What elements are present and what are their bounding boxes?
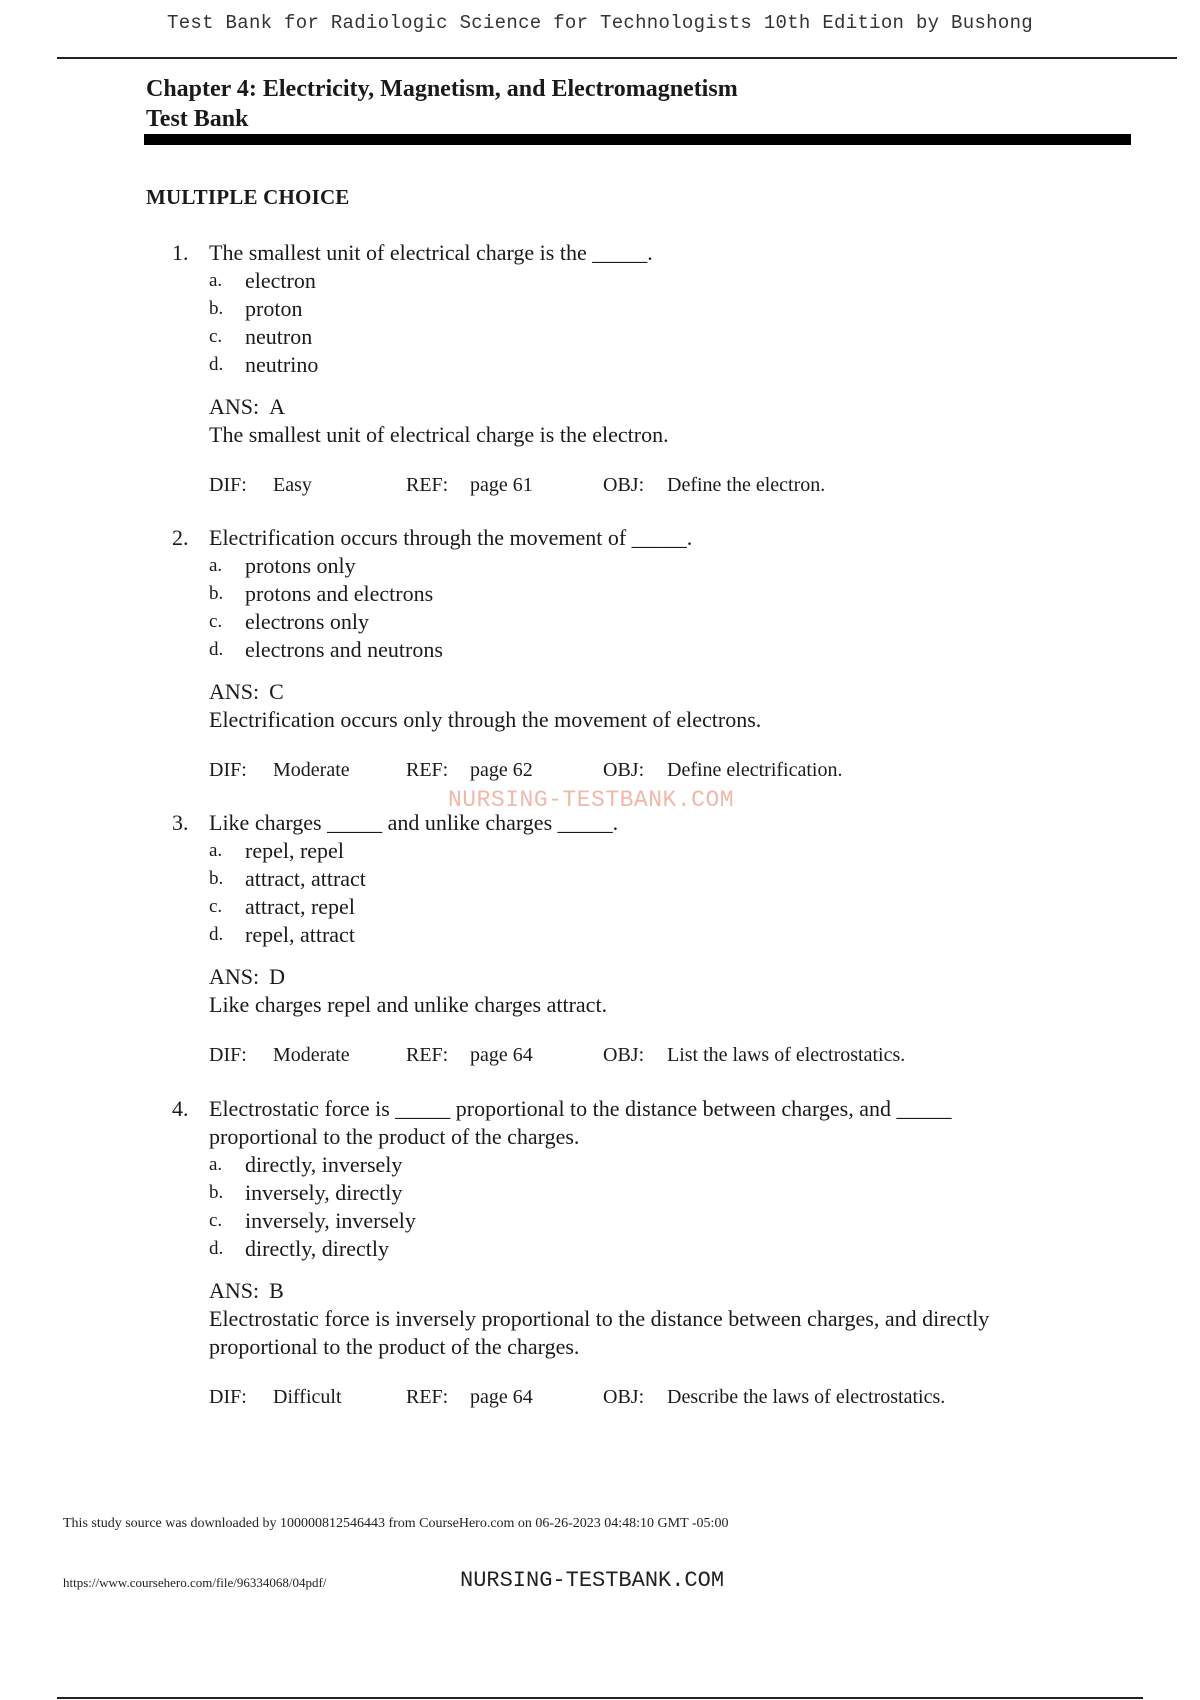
source-note: This study source was downloaded by 100000812546443 from CourseHero.com on 06-26-2023 04:48:10 GMT -05:00 [63, 1516, 729, 1531]
reference-label: REF: [406, 1386, 449, 1408]
title-bar [144, 134, 1131, 145]
answer-option [0, 295, 1200, 323]
objective-value: Describe the laws of electrostatics. [667, 1386, 946, 1408]
answer-option [0, 267, 1200, 295]
difficulty-value: Easy [273, 474, 312, 496]
footer-divider [57, 1697, 1143, 1699]
option-text: neutron [245, 324, 313, 349]
option-text: attract, attract [245, 866, 366, 891]
option-letter: d. [209, 639, 224, 660]
footer-watermark: NURSING-TESTBANK.COM [460, 1568, 725, 1593]
answer-label: ANS: [209, 964, 260, 989]
objective-value: Define the electron. [667, 474, 826, 496]
option-text: attract, repel [245, 894, 355, 919]
question-number: 3. [172, 810, 189, 835]
question-metadata [0, 1383, 1200, 1411]
option-text: proton [245, 296, 303, 321]
watermark: NURSING-TESTBANK.COM [448, 787, 735, 813]
chapter-title: Chapter 4: Electricity, Magnetism, and Electromagnetism [146, 76, 738, 102]
option-letter: d. [209, 924, 224, 945]
answer-block [0, 393, 1200, 449]
answer-rationale: Electrification occurs only through the movement of electrons. [209, 707, 762, 732]
answer-option [0, 1151, 1200, 1179]
option-text: inversely, directly [245, 1180, 403, 1205]
reference-value: page 64 [470, 1044, 533, 1066]
option-text: electrons and neutrons [245, 637, 443, 662]
objective-label: OBJ: [603, 474, 645, 496]
option-letter: b. [209, 868, 224, 889]
chapter-subtitle: Test Bank [146, 106, 249, 132]
option-text: repel, repel [245, 838, 344, 863]
answer-option [0, 1207, 1200, 1235]
answer-label: ANS: [209, 394, 260, 419]
answer-label: ANS: [209, 679, 260, 704]
option-letter: a. [209, 1154, 223, 1175]
question-item [0, 1095, 1200, 1411]
source-url[interactable]: https://www.coursehero.com/file/96334068/04pdf/ [63, 1575, 327, 1590]
answer-block [0, 678, 1200, 734]
option-letter: b. [209, 583, 224, 604]
option-letter: d. [209, 1238, 224, 1259]
objective-value: List the laws of electrostatics. [667, 1044, 906, 1066]
objective-value: Define electrification. [667, 759, 843, 781]
answer-option [0, 552, 1200, 580]
option-text: neutrino [245, 352, 319, 377]
answer-option [0, 1235, 1200, 1263]
answer-rationale: The smallest unit of electrical charge is the electron. [209, 422, 669, 447]
question-stem: Electrostatic force is _____ proportional to the distance between charges, and _____ [209, 1096, 952, 1121]
question-stem: Like charges _____ and unlike charges _____. [209, 810, 619, 835]
reference-value: page 62 [470, 759, 533, 781]
option-letter: a. [209, 840, 223, 861]
option-text: directly, directly [245, 1236, 389, 1261]
option-letter: b. [209, 298, 224, 319]
question-item [0, 239, 1200, 499]
question-metadata [0, 471, 1200, 499]
question-metadata [0, 756, 1200, 784]
difficulty-label: DIF: [209, 759, 247, 781]
difficulty-label: DIF: [209, 1386, 247, 1408]
answer-option [0, 580, 1200, 608]
answer-rationale: proportional to the product of the charges. [209, 1334, 580, 1359]
option-text: inversely, inversely [245, 1208, 416, 1233]
answer-option [0, 837, 1200, 865]
section-heading: MULTIPLE CHOICE [146, 185, 350, 209]
question-stem: Electrification occurs through the movement of _____. [209, 525, 693, 550]
answer-value: A [269, 394, 286, 419]
option-letter: d. [209, 354, 224, 375]
answer-option [0, 323, 1200, 351]
option-letter: a. [209, 555, 223, 576]
answer-value: B [269, 1278, 284, 1303]
option-letter: a. [209, 270, 223, 291]
option-text: protons only [245, 553, 356, 578]
reference-label: REF: [406, 759, 449, 781]
objective-label: OBJ: [603, 759, 645, 781]
answer-block [0, 1277, 1200, 1361]
answer-label: ANS: [209, 1278, 260, 1303]
question-number: 2. [172, 525, 189, 550]
header-divider [57, 57, 1177, 59]
objective-label: OBJ: [603, 1386, 645, 1408]
answer-option [0, 865, 1200, 893]
answer-option [0, 921, 1200, 949]
answer-option [0, 608, 1200, 636]
option-letter: c. [209, 1210, 223, 1231]
reference-value: page 64 [470, 1386, 533, 1408]
question-stem: The smallest unit of electrical charge is the _____. [209, 240, 653, 265]
answer-block [0, 963, 1200, 1019]
question-stem: proportional to the product of the charges. [209, 1124, 580, 1149]
option-text: protons and electrons [245, 581, 434, 606]
answer-value: C [269, 679, 284, 704]
question-metadata [0, 1041, 1200, 1069]
option-text: electrons only [245, 609, 370, 634]
answer-rationale: Electrostatic force is inversely proportional to the distance between charges, and directly [209, 1306, 990, 1331]
question-item [0, 809, 1200, 1069]
answer-key [209, 963, 285, 991]
option-letter: b. [209, 1182, 224, 1203]
reference-label: REF: [406, 474, 449, 496]
question-item [0, 524, 1200, 784]
difficulty-value: Moderate [273, 1044, 350, 1066]
answer-key [209, 1277, 284, 1305]
answer-key [209, 678, 284, 706]
option-letter: c. [209, 326, 223, 347]
option-letter: c. [209, 896, 223, 917]
option-text: electron [245, 268, 316, 293]
difficulty-label: DIF: [209, 1044, 247, 1066]
reference-label: REF: [406, 1044, 449, 1066]
difficulty-value: Difficult [273, 1386, 342, 1408]
option-text: directly, inversely [245, 1152, 403, 1177]
option-text: repel, attract [245, 922, 355, 947]
option-letter: c. [209, 611, 223, 632]
running-header: Test Bank for Radiologic Science for Technologists 10th Edition by Bushong [167, 12, 1033, 34]
question-number: 4. [172, 1096, 189, 1121]
reference-value: page 61 [470, 474, 533, 496]
question-number: 1. [172, 240, 189, 265]
answer-option [0, 351, 1200, 379]
objective-label: OBJ: [603, 1044, 645, 1066]
answer-option [0, 636, 1200, 664]
answer-value: D [269, 964, 286, 989]
answer-rationale: Like charges repel and unlike charges attract. [209, 992, 608, 1017]
answer-option [0, 1179, 1200, 1207]
difficulty-value: Moderate [273, 759, 350, 781]
answer-option [0, 893, 1200, 921]
chapter-title-block [146, 74, 738, 134]
answer-key [209, 393, 285, 421]
difficulty-label: DIF: [209, 474, 247, 496]
